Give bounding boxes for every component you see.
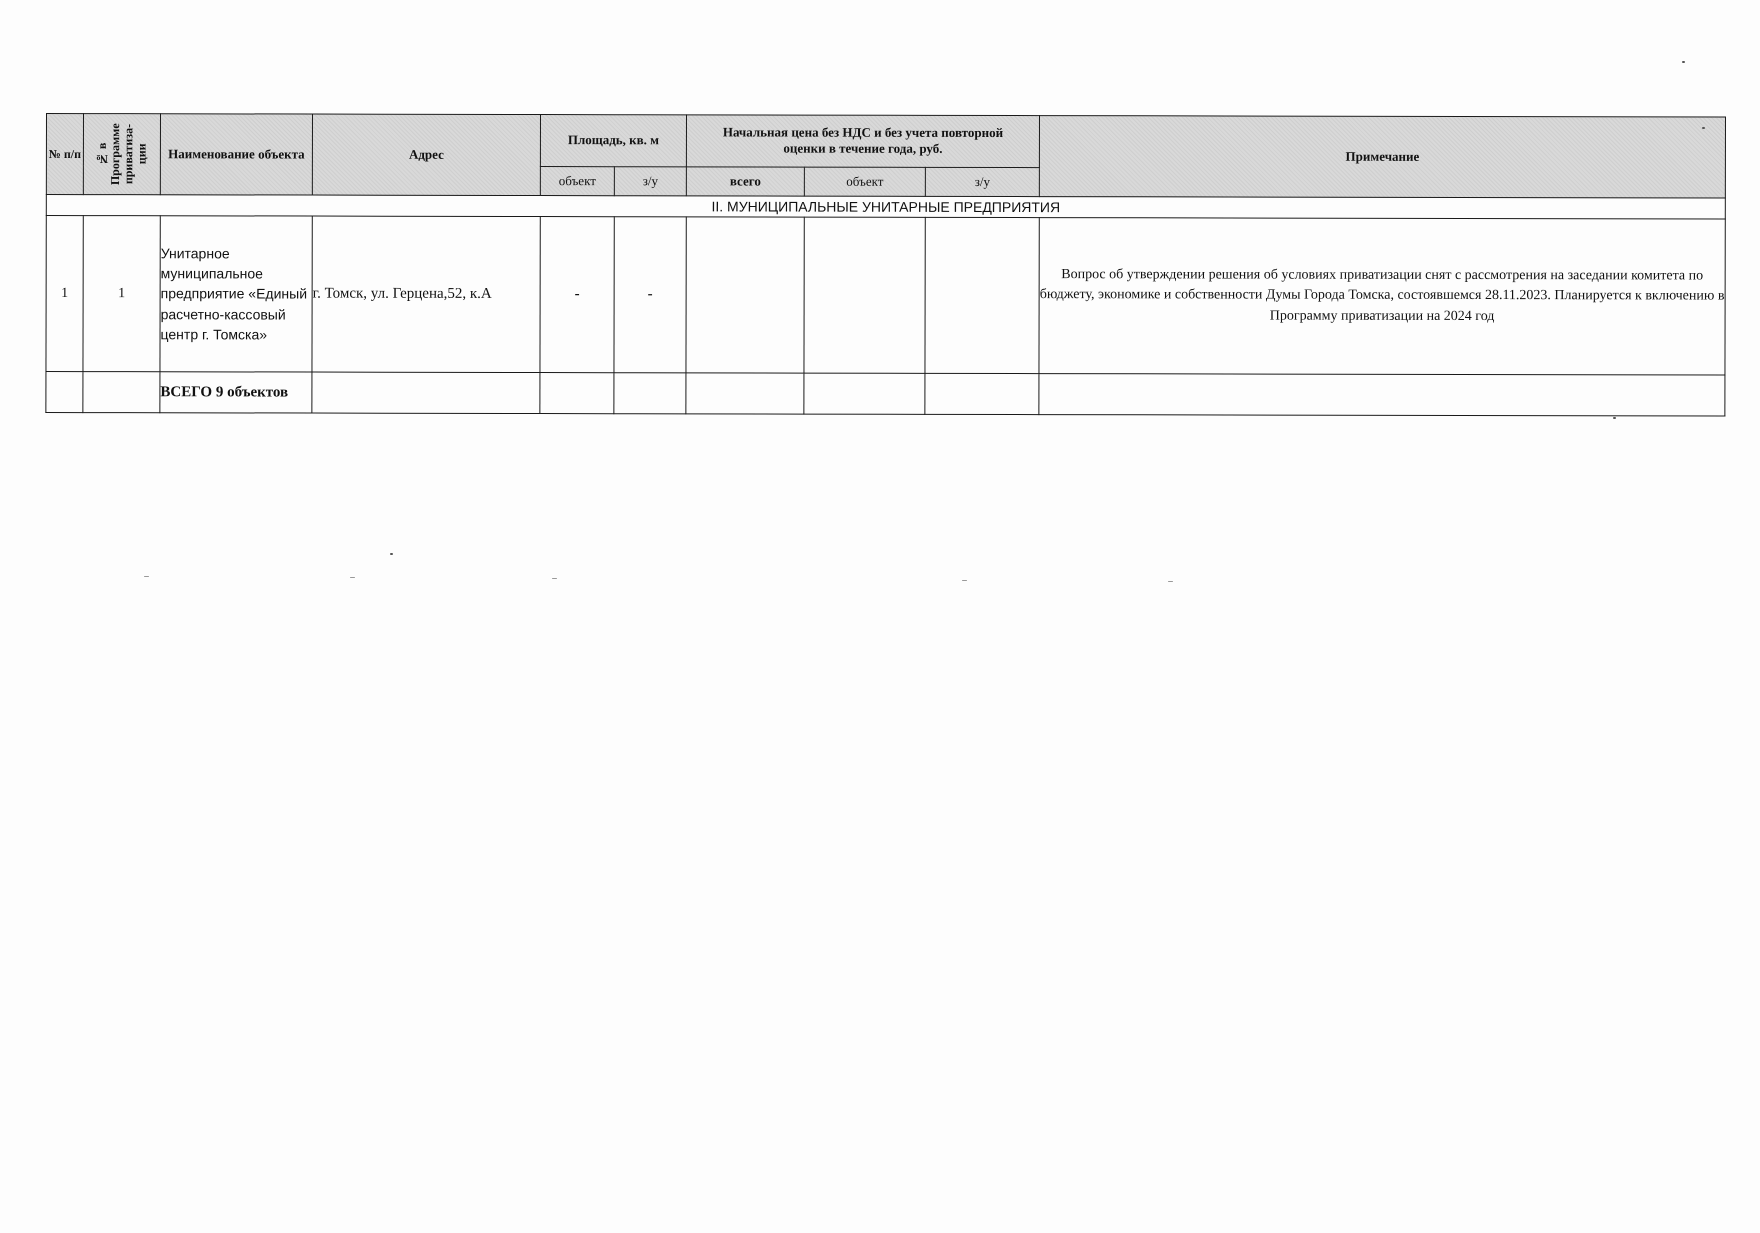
cell-program-num: 1 [83,216,160,372]
total-cell-area-object [540,373,614,414]
header-note: Примечание [1039,116,1725,198]
cell-num: 1 [46,216,83,372]
privatization-table [45,113,1726,417]
header-program-num-label: № в Программе приватиза-ции [94,123,149,186]
scan-speck [390,553,393,555]
total-row [46,372,1725,417]
scan-speck [1613,417,1616,419]
header-program-num [83,114,160,195]
total-cell-address [312,372,540,413]
cell-area-object: - [540,217,614,373]
total-cell-price-object [804,373,925,414]
scan-speck [1682,61,1685,63]
scan-speck [350,577,355,578]
header-area-land: з/у [614,166,686,196]
header-price-total: всего [686,166,804,196]
header-price: Начальная цена без НДС и без учета повторной оценки в течение года, руб. [686,115,1039,167]
header-price-object: объект [804,167,925,197]
total-cell-price-land [925,373,1039,414]
cell-price-land [925,217,1039,373]
cell-name: Унитарное муниципальное предприятие «Единый расчетно-кассовый центр г. Томска» [160,216,312,372]
total-cell-program-num [83,372,160,413]
cell-price-total [686,217,804,373]
cell-area-land: - [614,217,686,373]
header-name: Наименование объекта [160,114,312,195]
cell-price-object [804,217,925,373]
table-row [46,216,1725,376]
scan-speck [1702,127,1705,129]
section-title: II. МУНИЦИПАЛЬНЫЕ УНИТАРНЫЕ ПРЕДПРИЯТИЯ [46,195,1725,220]
total-cell-price-total [686,373,804,414]
scan-speck [144,576,149,577]
total-cell-note [1039,374,1725,416]
scan-speck [552,578,557,579]
header-area: Площадь, кв. м [540,115,686,167]
total-cell-area-land [614,373,686,414]
cell-address: г. Томск, ул. Герцена,52, к.А [312,216,540,372]
total-cell-num [46,372,83,413]
header-area-object: объект [540,166,614,196]
scan-speck [1168,581,1173,582]
cell-note: Вопрос об утверждении решения об условиях приватизации снят с рассмотрения на заседании комитета по бюджету, экономике и собственности Думы Города Томска, состоявшемся 28.11.2023. Планируется к включению в Программу приватизации на 2024 год [1039,218,1725,375]
scan-speck [962,580,967,581]
header-address: Адрес [312,114,540,195]
header-num: № п/п [46,114,83,195]
header-price-land: з/у [925,167,1039,197]
header-row [46,114,1725,169]
total-label: ВСЕГО 9 объектов [160,372,312,413]
